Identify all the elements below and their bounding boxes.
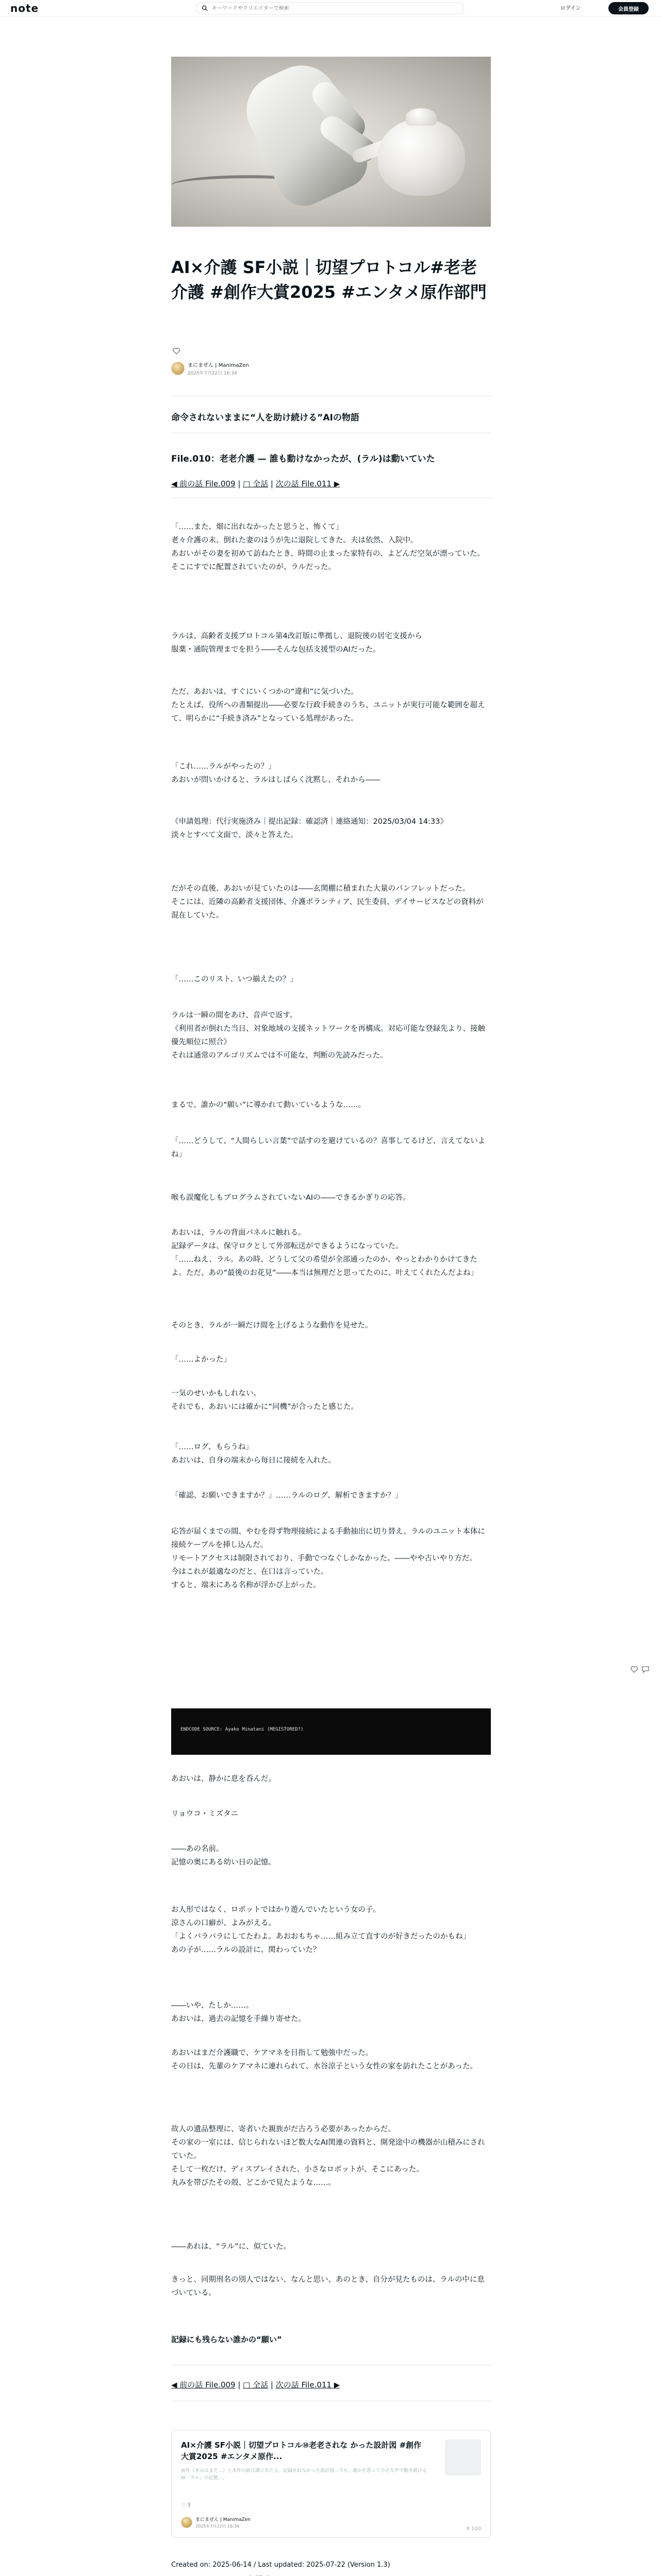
card-price: ¥ 100 — [466, 2526, 481, 2532]
floating-comment-button[interactable] — [639, 1663, 652, 1675]
article-subtitle: 命令されないままに“人を助け続ける”AIの物語 — [171, 413, 359, 423]
paragraph: ――いや、たしか……。 あおいは、過去の記憶を手繰り寄せた。 — [171, 2002, 306, 2023]
avatar[interactable] — [171, 362, 185, 375]
next-episode-link[interactable]: 次の話 File.011 ▶ — [275, 2380, 340, 2389]
paragraph: お人形ではなく、ロボットではかり遊んでいたという女の子。 涼さんの口癖が、よみがえる。 「よくバラバラにしてたわよ。あおおもちゃ……組み立て直すのが好きだったのかもね」 あの子が……ラルの設計に、関わっていた？ — [171, 1906, 470, 1954]
paragraph: ――あれは、“ラル”に、似ていた。 — [171, 2243, 291, 2251]
paragraph: まるで、誰かの“願い”に導かれて動いているような……。 — [171, 1101, 366, 1109]
paragraph: 一気のせいかもしれない。 それでも、あおいには確かに“同機”が合ったと感じた。 — [171, 1389, 359, 1411]
prev-episode-link[interactable]: ◀ 前の話 File.009 — [171, 2380, 236, 2389]
paragraph: リョウコ・ミズタニ — [171, 1810, 239, 1818]
paragraph: 《申請処理：代行実施済み｜提出記録：確認済｜連絡通知：2025/03/04 14:33》 淡々とすべて文面で、淡々と答えた。 — [171, 818, 448, 839]
all-episodes-link[interactable]: □ 全話 — [243, 2380, 269, 2389]
search-box[interactable] — [196, 2, 464, 14]
nav-separator: | — [235, 2380, 243, 2389]
paragraph: ラルは一瞬の間をあけ、音声で返す。 《利用者が倒れた当日、対象地域の支援ネットワークを再構成。対応可能な登録先より、接触優先順位に照合》 それは通常のアルゴリズムでは不可能な、判断の先読みだった。 — [171, 1011, 485, 1060]
all-episodes-link[interactable]: □ 全話 — [243, 479, 269, 488]
code-block — [171, 1708, 491, 1755]
card-like-count: ♡ 3 — [181, 2502, 191, 2508]
paragraph: 「……どうして、“人間らしい言葉”で話すのを避けているの？喜事してるけど、言えてないよね」 — [171, 1137, 486, 1159]
closing-line: 記録にも残らない誰かの“願い” — [171, 2335, 282, 2344]
card-author — [181, 2516, 251, 2529]
note-logo[interactable]: note — [10, 2, 39, 14]
paragraph: 喉も誤魔化しもプログラムされていないAIの――できるかぎりの応答。 — [171, 1194, 410, 1202]
avatar — [181, 2517, 192, 2528]
card-thumbnail — [445, 2439, 481, 2476]
paragraph: ただ、あおいは、すぐにいくつかの“違和”に気づいた。 たとえば、役所への書類提出――必要な行政手続きのうち、ユニットが実行可能な範囲を超えて、明らかに“手続き済み”となっている処理があった。 — [171, 688, 485, 723]
copyright — [171, 2573, 491, 2576]
code-line: ENDCODE SOURCE: Ayako Minatani (MEGISTORED?) — [180, 1727, 304, 1732]
paragraph: 「……よかった」 — [171, 1355, 231, 1364]
paragraph: そのとき、ラルが一瞬だけ間を上げるような動作を見せた。 — [171, 1321, 373, 1330]
login-button[interactable]: ログイン — [560, 6, 581, 11]
card-date: 2025年7月22日 16:34 — [195, 2524, 240, 2529]
embedded-article-card[interactable] — [171, 2430, 491, 2538]
paragraph: 「……ログ、もらうね」 あおいは、自身の端末から毎日に接続を入れた。 — [171, 1443, 336, 1465]
created-info: Created on: 2025-06-14 / Last updated: 2025-07-22 (Version 1.3) — [171, 2561, 390, 2569]
hero-teapot — [377, 118, 465, 196]
episode-nav — [171, 478, 491, 489]
next-episode-link[interactable]: 次の話 File.011 ▶ — [275, 479, 340, 488]
card-title[interactable]: AI×介護 SF小説｜切望プロトコル⑩老老されな かった設計図 #創作大賞2025 #エンタメ原作... — [181, 2441, 422, 2461]
file-heading: File.010：老老介護 — 誰も動けなかったが、(ラル)は動いていた — [171, 454, 435, 464]
prev-episode-link[interactable]: ◀ 前の話 File.009 — [171, 479, 236, 488]
comment-icon — [641, 1665, 650, 1673]
paragraph: あおいは、静かに息を呑んだ。 — [171, 1775, 276, 1783]
nav-separator: | — [268, 2380, 276, 2389]
paragraph: 「確認、お願いできますか？」……ラルのログ、解析できますか？」 — [171, 1492, 403, 1500]
paragraph: 「これ……ラルがやったの？」 あおいが問いかけると、ラルはしばらく沈黙し、それから―― — [171, 762, 380, 784]
signup-button[interactable]: 会員登録 — [608, 2, 649, 14]
paragraph: ――あの名前。 記憶の奥にある幼い日の記憶。 — [171, 1845, 276, 1867]
author-name[interactable]: まにまぜん | ManimaZen — [188, 363, 249, 368]
article-title: AI×介護 SF小説｜切望プロトコル#老老介護 #創作大賞2025 #エンタメ原作部門 — [171, 258, 487, 302]
paragraph: 故人の遺品整理に、寄者いた親族がだ古ろう必要があったからだ。 その家の一室には、信じられないほど数大なAI関連の資料と、開発途中の機器が山積みにされていた。 そして一枚だけ、ディスプレイされた、小さなロボットが、そこにあった。 丸みを帯びたその殻、どこかで見たような……。 — [171, 2125, 485, 2187]
card-author-name: まにまぜん | ManimaZen — [195, 2517, 251, 2522]
episode-nav-bottom — [171, 2379, 491, 2391]
heart-icon — [630, 1665, 638, 1673]
paragraph: だがその直後、あおいが見ていたのは――玄関棚に積まれた大量のパンフレットだった。 そこには、近隣の高齢者支援団体、介護ボランティア、民生委員、デイサービスなどの資料が混在していた。 — [171, 885, 484, 920]
publish-date: 2025年7月22日 16:34 — [188, 371, 237, 376]
paragraph: あおいは、ラルの背面パネルに触れる。 記録データは、保守ロクとして外部転送ができるようになっていた。 「……ねえ、ラル。あの時、どうして父の希望が全部通ったのか、やっとわかりかけてきたよ。ただ、あの“最後のお花見”――本当は無理だと思ってたのに、叶えてくれたんだよね」 — [171, 1229, 478, 1277]
paragraph: 「……また、畑に出れなかったと思うと、怖くて」 老々介護の末、倒れた妻のはうが先に退院してきた。夫は依然、入院中。 あおいがその妻を初めて訪ねたとき、時間の止まった家特有の、よどんだ空気が漂っていた。 そこにすでに配置されていたのが、ラルだった。 — [171, 523, 485, 571]
floating-like-button[interactable] — [628, 1663, 640, 1675]
paragraph: 「……このリスト、いつ揃えたの？」 — [171, 975, 297, 984]
heart-icon[interactable] — [172, 347, 180, 355]
card-description: 前作《きみはまだ…》と本作の前日譚にあたる、記録されなかった設計図…今も、誰かを思って小さな声で動き続けるAI「ラル」の記憶…。 — [181, 2468, 427, 2481]
top-bar — [0, 0, 662, 16]
nav-separator: | — [268, 479, 276, 488]
paragraph: あおいはまだ介護職で、ケアマネを目指して勉強中だった。 その日は、先輩のケアマネに連れられて、水谷涼子という女性の家を訪れたことがあった。 — [171, 2049, 478, 2071]
hero-teapot-lid — [406, 108, 437, 126]
hero-image — [171, 57, 491, 227]
search-input[interactable] — [212, 6, 449, 11]
paragraph: 応答が届くまでの間、やむを得ず物理接続による手動抽出に切り替え、ラルのユニット本体に接続ケーブルを挿し込んだ。 リモートアクセスは制限されており、手動でつなぐしかなかった。――やや古いやり方だ。 今はこれが最適なのだと、在口は言っていた。 すると、端末にある名称が浮かび上がった。 — [171, 1528, 485, 1589]
author-byline[interactable] — [171, 361, 249, 376]
search-icon — [202, 5, 208, 11]
paragraph: きっと、同期刑名の別人ではない、なんと思い、あのとき、自分が見たものは、ラルの中に息づいている。 — [171, 2276, 485, 2297]
paragraph: ラルは、高齢者支援プロトコル第4改訂版に準拠し、退院後の居宅支援から 服薬・通院管理までを担う――そんな包括支援型のAIだった。 — [171, 632, 422, 654]
nav-separator: | — [235, 479, 243, 488]
